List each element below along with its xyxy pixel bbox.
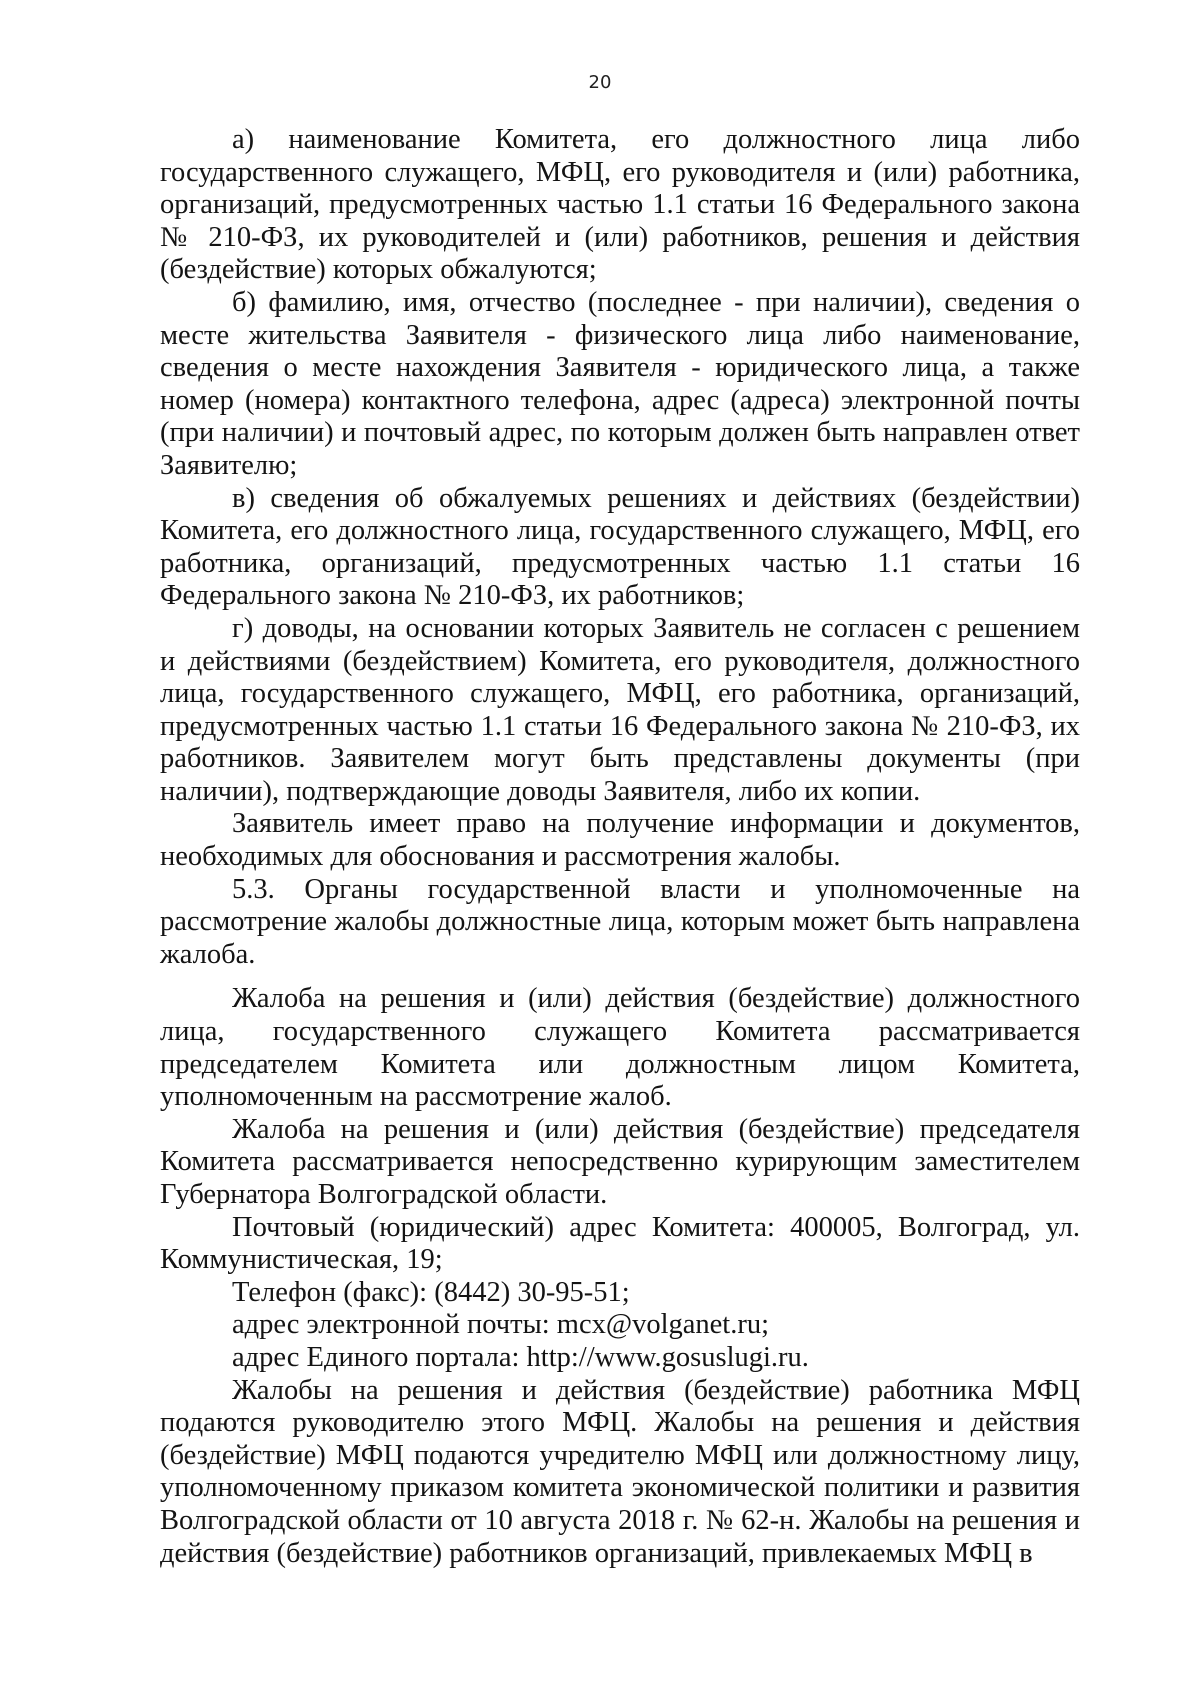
paragraph-postal-address: Почтовый (юридический) адрес Комитета: 400005, Волгоград, ул. Коммунистическая, 19; [160, 1211, 1080, 1276]
paragraph-g: г) доводы, на основании которых Заявитель не согласен с решением и действиями (бездействием) Комитета, его руководителя, должностного лица, государственного служащего, МФЦ, его работника, организаций, предусмотренных частью 1.1 статьи 16 Федерального закона № 210-ФЗ, их работников. Заявителем могут быть представлены документы (при наличии), подтверждающие доводы Заявителя, либо их копии. [160, 612, 1080, 807]
paragraph-complaint-official: Жалоба на решения и (или) действия (бездействие) должностного лица, государственного служащего Комитета рассматривается председателем Комитета или должностным лицом Комитета, уполномоченным на рассмотрение жалоб. [160, 983, 1080, 1113]
paragraph-complaint-chairman: Жалоба на решения и (или) действия (бездействие) председателя Комитета рассматривается непосредственно курирующим заместителем Губернатора Волгоградской области. [160, 1113, 1080, 1210]
document-body [160, 124, 1080, 1570]
paragraph-portal: адрес Единого портала: http://www.gosuslugi.ru. [232, 1341, 809, 1373]
paragraph-applicant-right: Заявитель имеет право на получение информации и документов, необходимых для обоснования и рассмотрения жалобы. [160, 808, 1080, 873]
paragraph-section-5-3: 5.3. Органы государственной власти и уполномоченные на рассмотрение жалобы должностные лица, которым может быть направлена жалоба. [160, 873, 1080, 970]
paragraph-b: б) фамилию, имя, отчество (последнее - при наличии), сведения о месте жительства Заявителя - физического лица либо наименование, сведения о месте нахождения Заявителя - юридического лица, а также номер (номера) контактного телефона, адрес (адреса) электронной почты (при наличии) и почтовый адрес, по которым должен быть направлен ответ Заявителю; [160, 286, 1080, 481]
paragraph-email: адрес электронной почты: mcx@volganet.ru; [232, 1309, 770, 1341]
paragraph-a: а) наименование Комитета, его должностного лица либо государственного служащего, МФЦ, его руководителя и (или) работника, организаций, предусмотренных частью 1.1 статьи 16 Федерального закона № 210-ФЗ, их руководителей и (или) работников, решения и действия (бездействие) которых обжалуются; [160, 124, 1080, 286]
paragraph-phone: Телефон (факс): (8442) 30-95-51; [232, 1276, 630, 1308]
paragraph-mfc-complaints: Жалобы на решения и действия (бездействие) работника МФЦ подаются руководителю этого МФЦ. Жалобы на решения и действия (бездействие) МФЦ подаются учредителю МФЦ или должностному лицу, уполномоченному приказом комитета экономической политики и развития Волгоградской области от 10 августа 2018 г. № 62-н. Жалобы на решения и действия (бездействие) работников организаций, привлекаемых МФЦ в [160, 1374, 1080, 1569]
page-number: 20 [588, 72, 612, 93]
paragraph-v: в) сведения об обжалуемых решениях и действиях (бездействии) Комитета, его должностного лица, государственного служащего, МФЦ, его работника, организаций, предусмотренных частью 1.1 статьи 16 Федерального закона № 210-ФЗ, их работников; [160, 482, 1080, 612]
